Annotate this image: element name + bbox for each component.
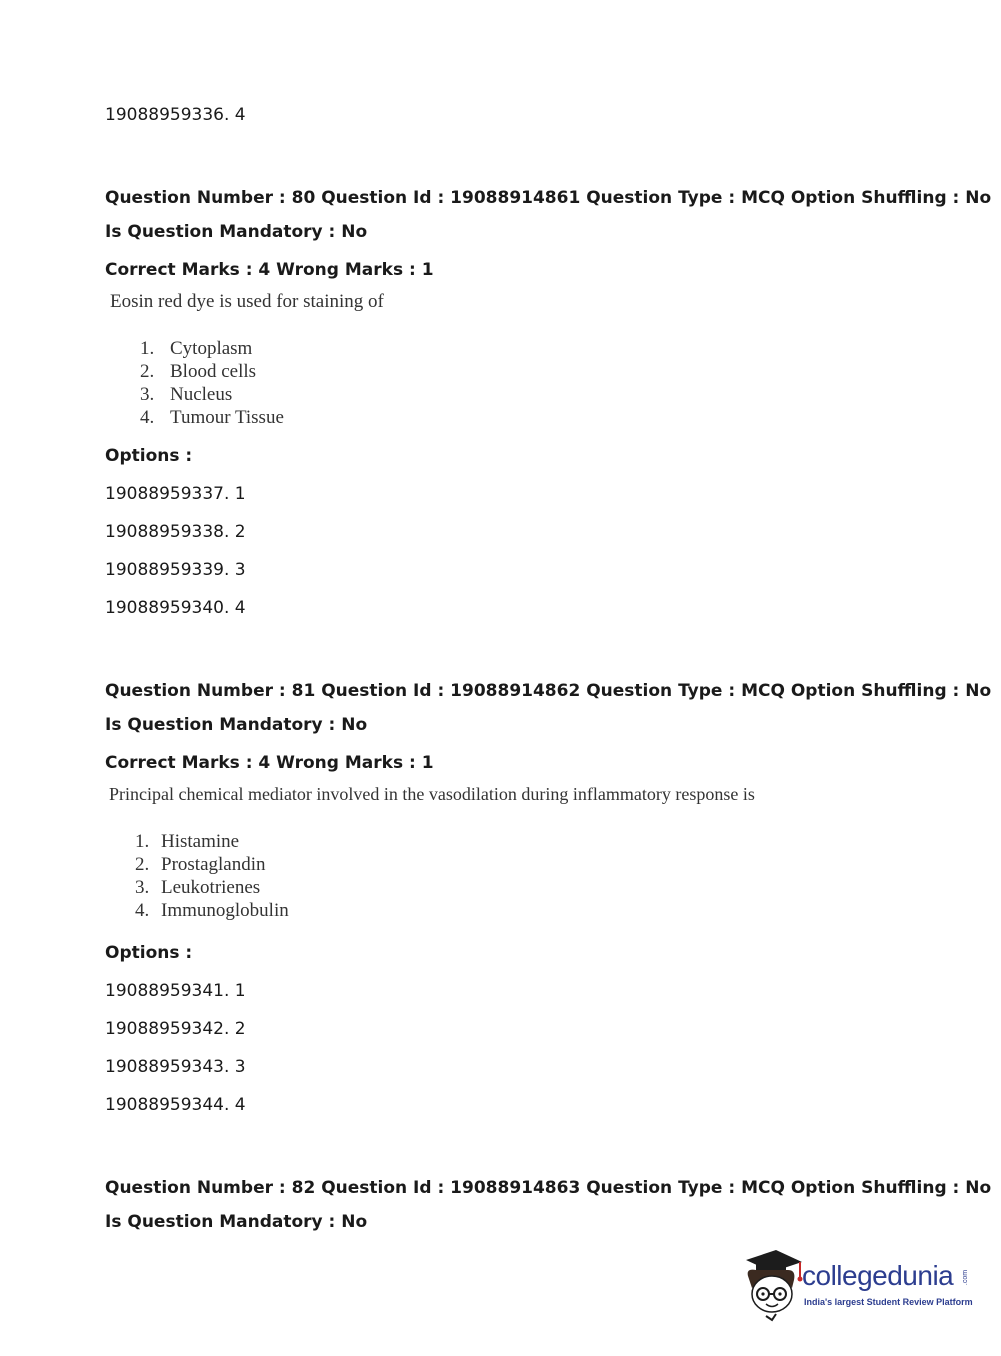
choice-item <box>140 337 284 360</box>
question-81-text: Principal chemical mediator involved in the vasodilation during inflammatory response is <box>109 784 755 804</box>
logo-domain-suffix: .com <box>962 1269 970 1286</box>
choice-number: 3. <box>140 384 155 405</box>
option-id: 19088959342. 2 <box>105 1019 246 1039</box>
option-id: 19088959343. 3 <box>105 1057 246 1077</box>
choice-number: 4. <box>140 407 155 428</box>
choice-item <box>140 383 284 406</box>
choice-item <box>140 360 284 383</box>
previous-question-option: 19088959336. 4 <box>105 105 246 125</box>
option-id: 19088959341. 1 <box>105 981 246 1001</box>
choice-text: Leukotrienes <box>161 877 261 898</box>
option-id: 19088959339. 3 <box>105 560 246 580</box>
logo-wordmark: collegedunia <box>802 1260 954 1291</box>
choice-number: 2. <box>140 361 155 382</box>
question-81-header: Question Number : 81 Question Id : 19088914862 Question Type : MCQ Option Shuffling : No <box>105 681 992 701</box>
question-82-mandatory: Is Question Mandatory : No <box>105 1212 368 1232</box>
choice-text: Blood cells <box>170 361 257 382</box>
choice-item <box>135 899 289 922</box>
question-80-choices <box>140 337 284 429</box>
question-80-mandatory: Is Question Mandatory : No <box>105 222 368 242</box>
question-81-choices <box>135 830 289 922</box>
mascot-icon <box>742 1248 804 1322</box>
question-81-options-label: Options : <box>105 943 193 963</box>
choice-text: Nucleus <box>170 384 233 405</box>
question-81-mandatory: Is Question Mandatory : No <box>105 715 368 735</box>
choice-number: 3. <box>135 877 150 898</box>
choice-text: Histamine <box>161 831 240 852</box>
question-80-marks: Correct Marks : 4 Wrong Marks : 1 <box>105 260 434 280</box>
question-80-text: Eosin red dye is used for staining of <box>110 291 384 312</box>
logo-tagline: India's largest Student Review Platform <box>804 1297 973 1307</box>
choice-item <box>135 876 289 899</box>
choice-text: Immunoglobulin <box>161 900 289 921</box>
question-80-header: Question Number : 80 Question Id : 19088914861 Question Type : MCQ Option Shuffling : No <box>105 188 992 208</box>
choice-number: 1. <box>135 831 150 852</box>
option-id: 19088959344. 4 <box>105 1095 246 1115</box>
choice-item <box>135 853 289 876</box>
question-81-marks: Correct Marks : 4 Wrong Marks : 1 <box>105 753 434 773</box>
option-id: 19088959337. 1 <box>105 484 246 504</box>
choice-text: Tumour Tissue <box>170 407 284 428</box>
choice-number: 4. <box>135 900 150 921</box>
question-80-options-label: Options : <box>105 446 193 466</box>
collegedunia-logo <box>742 1248 972 1322</box>
choice-number: 2. <box>135 854 150 875</box>
option-id: 19088959338. 2 <box>105 522 246 542</box>
option-id: 19088959340. 4 <box>105 598 246 618</box>
choice-text: Cytoplasm <box>170 338 253 359</box>
choice-item <box>135 830 289 853</box>
question-82-header: Question Number : 82 Question Id : 19088914863 Question Type : MCQ Option Shuffling : No <box>105 1178 992 1198</box>
choice-text: Prostaglandin <box>161 854 266 875</box>
choice-item <box>140 406 284 429</box>
choice-number: 1. <box>140 338 155 359</box>
